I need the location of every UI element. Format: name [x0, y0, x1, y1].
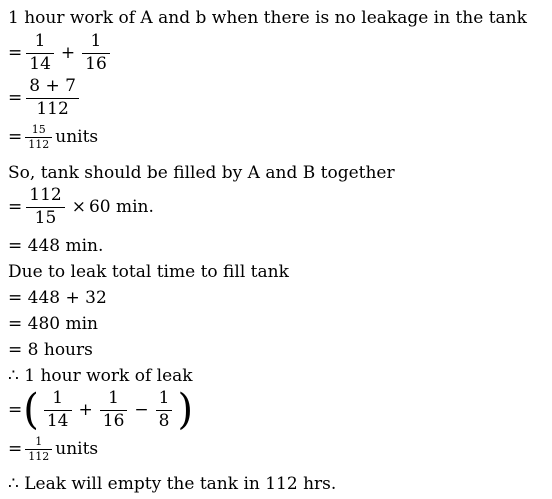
denominator: 112 [28, 137, 50, 151]
numerator: 15 [31, 123, 46, 136]
numerator: 1 [108, 388, 119, 408]
denominator: 16 [102, 410, 125, 431]
right-paren: ) [177, 386, 194, 435]
fraction-1-8 [156, 390, 173, 431]
fraction-1-14 [44, 390, 72, 431]
numerator: 1 [35, 435, 43, 448]
minus-sign: − [134, 399, 149, 420]
times-sign: × [71, 196, 86, 217]
line-heading-no-leak: 1 hour work of A and b when there is no leakage in the tank [8, 8, 527, 28]
fraction-1-14 [26, 33, 54, 74]
denominator: 8 [158, 410, 170, 431]
fraction-1-16 [100, 390, 128, 431]
numerator: 1 [158, 388, 170, 408]
line-leak-units [8, 436, 98, 462]
numerator: 112 [29, 185, 62, 205]
units-label: units [55, 126, 99, 147]
line-leak-work: ∴ 1 hour work of leak [8, 366, 193, 386]
line-due-to-leak: Due to leak total time to fill tank [8, 262, 289, 282]
equals-sign: = [8, 399, 23, 420]
line-sum-fractions [8, 33, 114, 74]
denominator: 112 [36, 98, 69, 119]
units-label: units [55, 438, 99, 459]
time-tail: 60 min. [88, 196, 154, 217]
fraction-15-112 [25, 124, 52, 150]
equals-sign: = [8, 196, 23, 217]
fraction-1-112 [25, 436, 52, 462]
denominator: 16 [85, 53, 107, 74]
line-filled-together: So, tank should be filled by A and B together [8, 163, 395, 183]
line-448-min: = 448 min. [8, 236, 104, 256]
fraction-112-15 [26, 187, 64, 228]
equals-sign: = [8, 42, 23, 63]
line-conclusion: ∴ Leak will empty the tank in 112 hrs. [8, 474, 337, 494]
line-448-plus-32: = 448 + 32 [8, 288, 107, 308]
denominator: 14 [29, 53, 51, 74]
equals-sign: = [8, 126, 23, 147]
line-combined-fraction [8, 78, 83, 119]
line-480-min: = 480 min [8, 314, 99, 334]
numerator: 1 [52, 388, 64, 408]
line-result-units [8, 124, 98, 150]
line-leak-expression [8, 386, 194, 435]
left-paren: ( [23, 386, 39, 435]
numerator: 1 [90, 31, 102, 51]
fraction-8plus7-112 [26, 78, 79, 119]
numerator: 1 [34, 31, 46, 51]
plus-sign: + [60, 42, 76, 63]
numerator: 8 + 7 [29, 76, 76, 96]
denominator: 112 [28, 449, 50, 463]
equals-sign: = [8, 438, 23, 459]
denominator: 15 [34, 207, 57, 228]
denominator: 14 [46, 410, 69, 431]
fraction-1-16 [82, 33, 110, 74]
line-8-hours: = 8 hours [8, 340, 93, 360]
equals-sign: = [8, 87, 23, 108]
line-time-calc [8, 187, 154, 228]
plus-sign: + [78, 399, 93, 420]
